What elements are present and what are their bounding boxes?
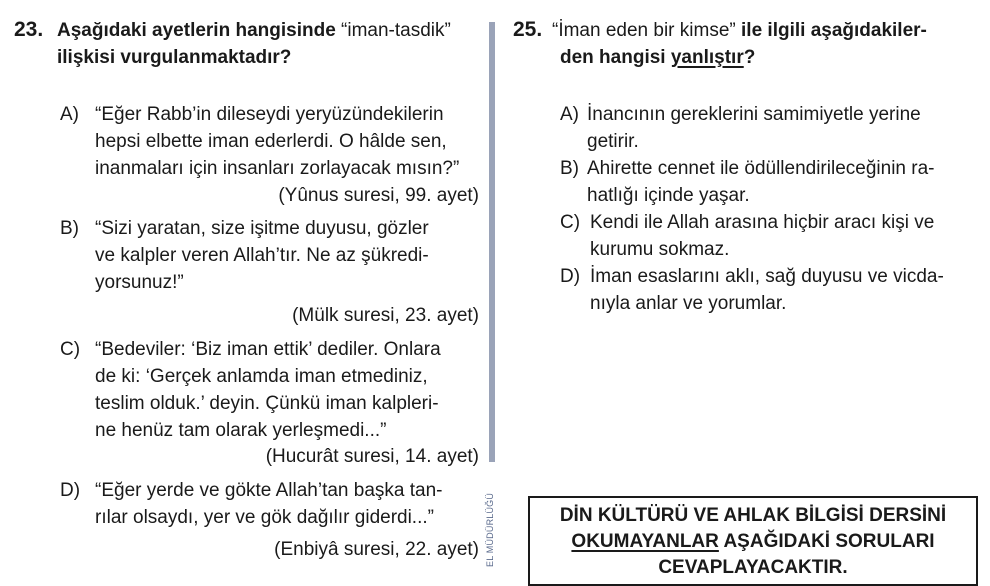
question-23-prompt-line2: ilişkisi vurgulanmaktadır? bbox=[57, 47, 292, 68]
q25-option-a-text[interactable] bbox=[587, 101, 921, 155]
q23-option-d-text[interactable] bbox=[95, 477, 442, 531]
question-25-prompt-line2 bbox=[560, 47, 755, 69]
q25-option-c-text[interactable] bbox=[590, 209, 934, 263]
q25-option-b-line: Ahirette cennet ile ödüllendirileceğinin ra- bbox=[587, 158, 935, 179]
q23-option-c-line: “Bedeviler: ‘Biz iman ettik’ dediler. Onlara bbox=[95, 339, 441, 360]
notice-emphasis: OKUMAYANLAR bbox=[571, 531, 719, 552]
notice-line3: CEVAPLAYACAKTIR. bbox=[658, 557, 848, 578]
q23-option-c-text[interactable] bbox=[95, 336, 441, 444]
q25-option-b-line: hatlığı içinde yaşar. bbox=[587, 185, 750, 206]
q23-option-b-line: yorsunuz!” bbox=[95, 272, 184, 293]
question-25-number: 25. bbox=[513, 18, 543, 41]
q23-option-a-text[interactable] bbox=[95, 101, 459, 182]
q25-option-c-line: Kendi ile Allah arasına hiçbir aracı kişi ve bbox=[590, 212, 935, 233]
question-25-prompt-text: ile ilgili aşağıdakiler- bbox=[741, 20, 927, 41]
q25-option-d-line: İman esaslarını aklı, sağ duyusu ve vicda- bbox=[590, 266, 944, 287]
q23-option-b-line: “Sizi yaratan, size işitme duyusu, gözler bbox=[95, 218, 429, 239]
question-25-prompt-quote: “İman eden bir kimse” bbox=[552, 20, 736, 41]
q23-option-d-line: “Eğer yerde ve gökte Allah’tan başka tan- bbox=[95, 480, 443, 501]
q23-option-d-source: (Enbiyâ suresi, 22. ayet) bbox=[274, 539, 479, 560]
q25-option-c-line: kurumu sokmaz. bbox=[590, 239, 730, 260]
question-23-prompt-line1 bbox=[57, 20, 451, 42]
q23-option-b-text[interactable] bbox=[95, 215, 429, 296]
q23-option-d-line: rılar olsaydı, yer ve gök dağılır giderdi...” bbox=[95, 507, 434, 528]
q23-option-a-line: “Eğer Rabb’in dileseydi yeryüzündekilerin bbox=[95, 104, 444, 125]
q23-option-b-source: (Mülk suresi, 23. ayet) bbox=[292, 305, 479, 326]
q25-option-b-letter[interactable]: B) bbox=[560, 158, 579, 179]
q23-option-a-line: hepsi elbette iman ederlerdi. O hâlde sen, bbox=[95, 131, 447, 152]
notice-line2 bbox=[530, 529, 976, 555]
column-divider bbox=[489, 22, 495, 462]
q23-option-d-letter[interactable]: D) bbox=[60, 480, 81, 501]
q23-option-c-line: ne henüz tam olarak yerleşmedi...” bbox=[95, 420, 387, 441]
q23-option-a-source: (Yûnus suresi, 99. ayet) bbox=[278, 185, 479, 206]
notice-line1: DİN KÜLTÜRÜ VE AHLAK BİLGİSİ DERSİNİ bbox=[559, 505, 947, 526]
q23-option-b-line: ve kalpler veren Allah’tır. Ne az şükredi- bbox=[95, 245, 429, 266]
question-23-prompt-term: “iman-tasdik” bbox=[341, 20, 451, 41]
question-23-prompt-text: Aşağıdaki ayetlerin hangisinde bbox=[57, 20, 336, 41]
q23-option-c-source: (Hucurât suresi, 14. ayet) bbox=[265, 446, 479, 467]
q25-option-a-line: İnancının gereklerini samimiyetle yerine bbox=[587, 104, 921, 125]
question-23-number: 23. bbox=[14, 18, 44, 41]
q25-option-a-letter[interactable]: A) bbox=[560, 104, 579, 125]
question-25-emphasis: yanlıştır bbox=[670, 47, 744, 68]
q23-option-a-letter[interactable]: A) bbox=[60, 104, 79, 125]
q23-option-b-letter[interactable]: B) bbox=[60, 218, 79, 239]
sidebar-label: EL MÜDÜRLÜĞÜ bbox=[485, 492, 495, 567]
q25-option-d-letter[interactable]: D) bbox=[560, 266, 581, 287]
question-25-prompt-end: ? bbox=[743, 47, 756, 68]
notice-line2-rest: AŞAĞIDAKİ SORULARI bbox=[723, 531, 935, 552]
question-25-prompt-pre: den hangisi bbox=[560, 47, 666, 68]
question-25-prompt-line1 bbox=[552, 20, 927, 42]
notice-box bbox=[528, 496, 978, 586]
q25-option-c-letter[interactable]: C) bbox=[560, 212, 581, 233]
q25-option-b-text[interactable] bbox=[587, 155, 934, 209]
q23-option-c-line: teslim olduk.’ deyin. Çünkü iman kalpleri- bbox=[95, 393, 439, 414]
q23-option-c-line: de ki: ‘Gerçek anlamda iman etmediniz, bbox=[95, 366, 428, 387]
q25-option-d-line: nıyla anlar ve yorumlar. bbox=[590, 293, 787, 314]
q25-option-d-text[interactable] bbox=[590, 263, 944, 317]
q23-option-c-letter[interactable]: C) bbox=[60, 339, 81, 360]
q25-option-a-line: getirir. bbox=[587, 131, 639, 152]
q23-option-a-line: inanmaları için insanları zorlayacak mısın?” bbox=[95, 158, 460, 179]
